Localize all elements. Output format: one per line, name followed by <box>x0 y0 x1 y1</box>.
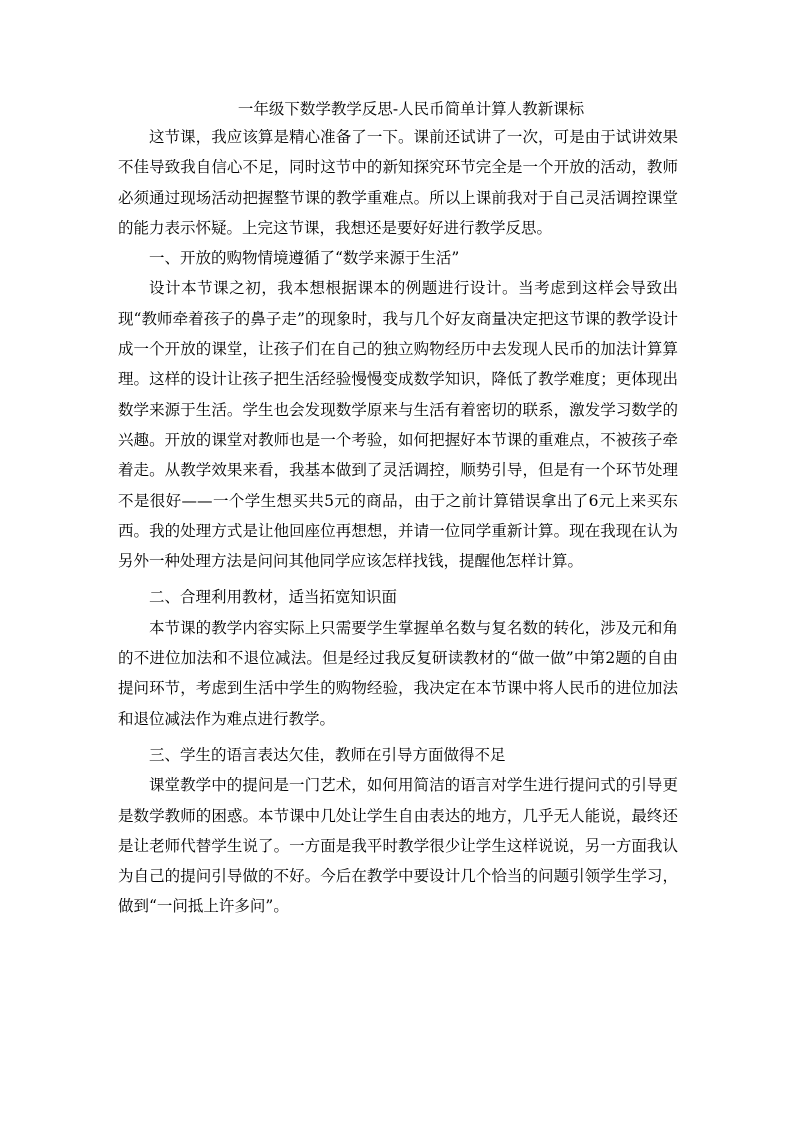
section-heading-1: 一、开放的购物情境遵循了“数学来源于生活” <box>149 249 460 268</box>
document-title: 一年级下数学教学反思-人民币简单计算人教新课标 <box>237 100 585 118</box>
section-body-1: 设计本节课之初，我本想根据课本的例题进行设计。当考虑到这样会导致出现“教师牵着孩子的鼻子走”的现象时，我与几个好友商量决定把这节课的教学设计成一个开放的课堂，让孩子们在自己的独立购物经历中去发现人民币的加法计算算理。这样的设计让孩子把生活经验慢慢变成数学知识，降低了教学难度；更体现出数学来源于生活。学生也会发现数学原来与生活有着密切的联系，激发学习数学的兴趣。开放的课堂对教师也是一个考验，如何把握好本节课的重难点，不被孩子牵着走。从教学效果来看，我基本做到了灵活调控，顺势引导，但是有一个环节处理不是很好——一个学生想买共5元的商品，由于之前计算错误拿出了6元上来买东西。我的处理方式是让他回座位再想想，并请一位同学重新计算。现在我现在认为另外一种处理方法是问问其他同学应该怎样找钱，提醒他怎样计算。 <box>118 279 678 571</box>
section-heading-3: 三、学生的语言表达欠佳，教师在引导方面做得不足 <box>149 745 506 764</box>
intro-paragraph: 这节课，我应该算是精心准备了一下。课前还试讲了一次，可是由于试讲效果不佳导致我自信心不足，同时这节中的新知探究环节完全是一个开放的活动，教师必须通过现场活动把握整节课的教学重难点。所以上课前我对于自己灵活调控课堂的能力表示怀疑。上完这节课，我想还是要好好进行教学反思。 <box>118 128 678 237</box>
section-heading-2: 二、合理利用教材，适当拓宽知识面 <box>149 588 398 607</box>
section-body-3: 课堂教学中的提问是一门艺术，如何用简洁的语言对学生进行提问式的引导更是数学教师的困惑。本节课中几处让学生自由表达的地方，几乎无人能说，最终还是让老师代替学生说了。一方面是我平时教学很少让学生这样说说，另一方面我认为自己的提问引导做的不好。今后在教学中要设计几个恰当的问题引领学生学习，做到“一问抵上许多问”。 <box>118 776 678 916</box>
document-page <box>118 96 678 922</box>
section-body-2: 本节课的教学内容实际上只需要学生掌握单名数与复名数的转化，涉及元和角的不进位加法和不退位减法。但是经过我反复研读教材的“做一做”中第2题的自由提问环节，考虑到生活中学生的购物经验，我决定在本节课中将人民币的进位加法和退位减法作为难点进行教学。 <box>118 618 678 728</box>
